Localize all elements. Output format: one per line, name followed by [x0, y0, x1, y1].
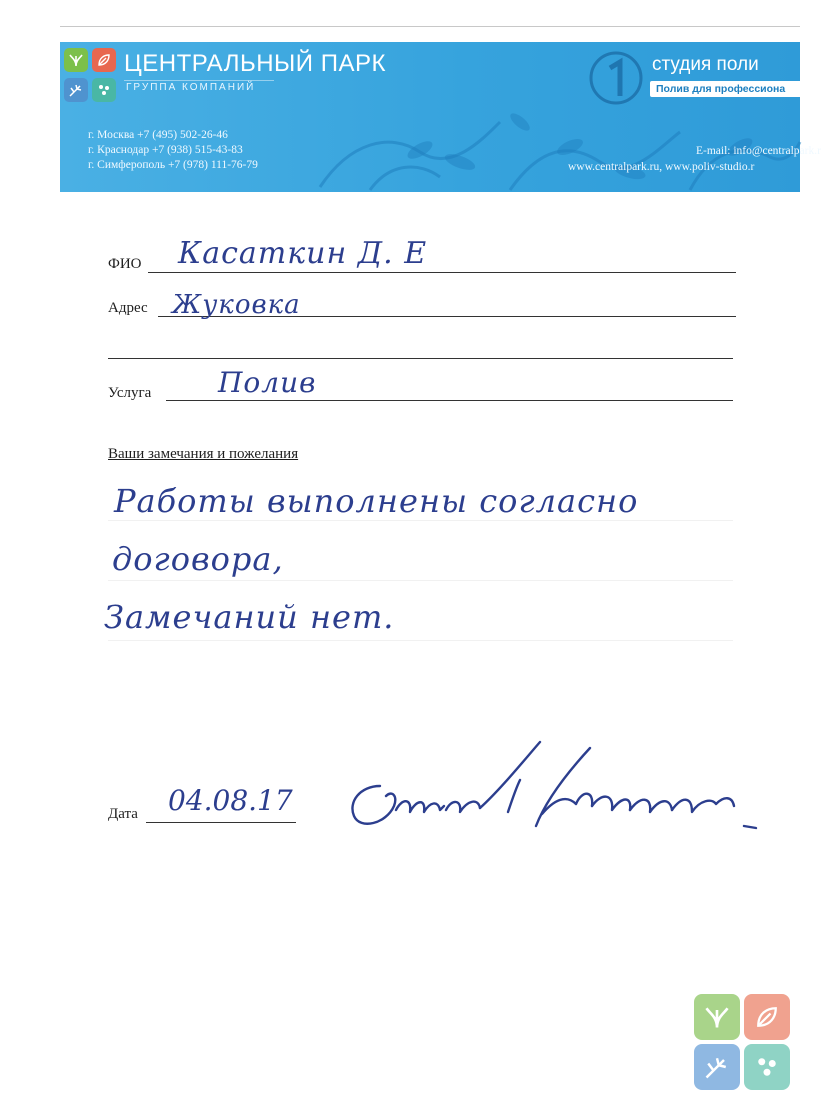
leaf-icon [64, 48, 88, 72]
leaf-icon [694, 994, 740, 1040]
berries-icon [744, 1044, 790, 1090]
studio-logo-icon [588, 50, 644, 106]
date-value: 04.08.17 [168, 784, 293, 817]
corner-logo [694, 994, 792, 1092]
studio-name: студия поли [652, 54, 759, 75]
remarks-rule [108, 580, 733, 581]
page-top-rule [60, 26, 800, 27]
brand-name: ЦЕНТРАЛЬНЫЙ ПАРК [124, 50, 386, 77]
remarks-line: договора, [112, 540, 284, 578]
leaf-icon [92, 48, 116, 72]
service-value: Полив [218, 366, 317, 399]
service-line [166, 400, 733, 401]
remarks-line: Работы выполнены согласно [114, 482, 639, 520]
website-line: www.centralpark.ru, www.poliv-studio.r [568, 161, 755, 173]
contact-line: г. Москва +7 (495) 502-26-46 [88, 129, 228, 141]
date-line [146, 822, 296, 823]
remarks-rule [108, 520, 733, 521]
contact-line: г. Симферополь +7 (978) 111-76-79 [88, 159, 258, 171]
remarks-rule [108, 640, 733, 641]
brand-divider [124, 80, 274, 81]
leaf-icon [744, 994, 790, 1040]
remarks-heading: Ваши замечания и пожелания [108, 446, 299, 462]
brand-subtitle: ГРУППА КОМПАНИЙ [126, 82, 256, 93]
fio-label: ФИО [108, 256, 142, 272]
branch-icon [694, 1044, 740, 1090]
web-contacts [568, 143, 821, 175]
service-label: Услуга [108, 385, 152, 401]
letterhead-banner [60, 42, 821, 192]
address-label: Адрес [108, 300, 148, 316]
email-line: E-mail: info@centralpark.r [696, 145, 821, 157]
office-contacts [88, 128, 258, 173]
remarks-line: Замечаний нет. [104, 598, 395, 636]
studio-tagline: Полив для профессиона [650, 81, 826, 97]
fio-value: Касаткин Д. Е [178, 236, 428, 271]
branch-icon [64, 78, 88, 102]
date-label: Дата [108, 806, 138, 822]
blank-line [108, 358, 733, 359]
contact-line: г. Краснодар +7 (938) 515-43-83 [88, 144, 243, 156]
address-value: Жуковка [172, 290, 301, 320]
fio-line [148, 272, 736, 273]
signature [340, 740, 760, 840]
company-logo [64, 48, 120, 108]
berries-icon [92, 78, 116, 102]
